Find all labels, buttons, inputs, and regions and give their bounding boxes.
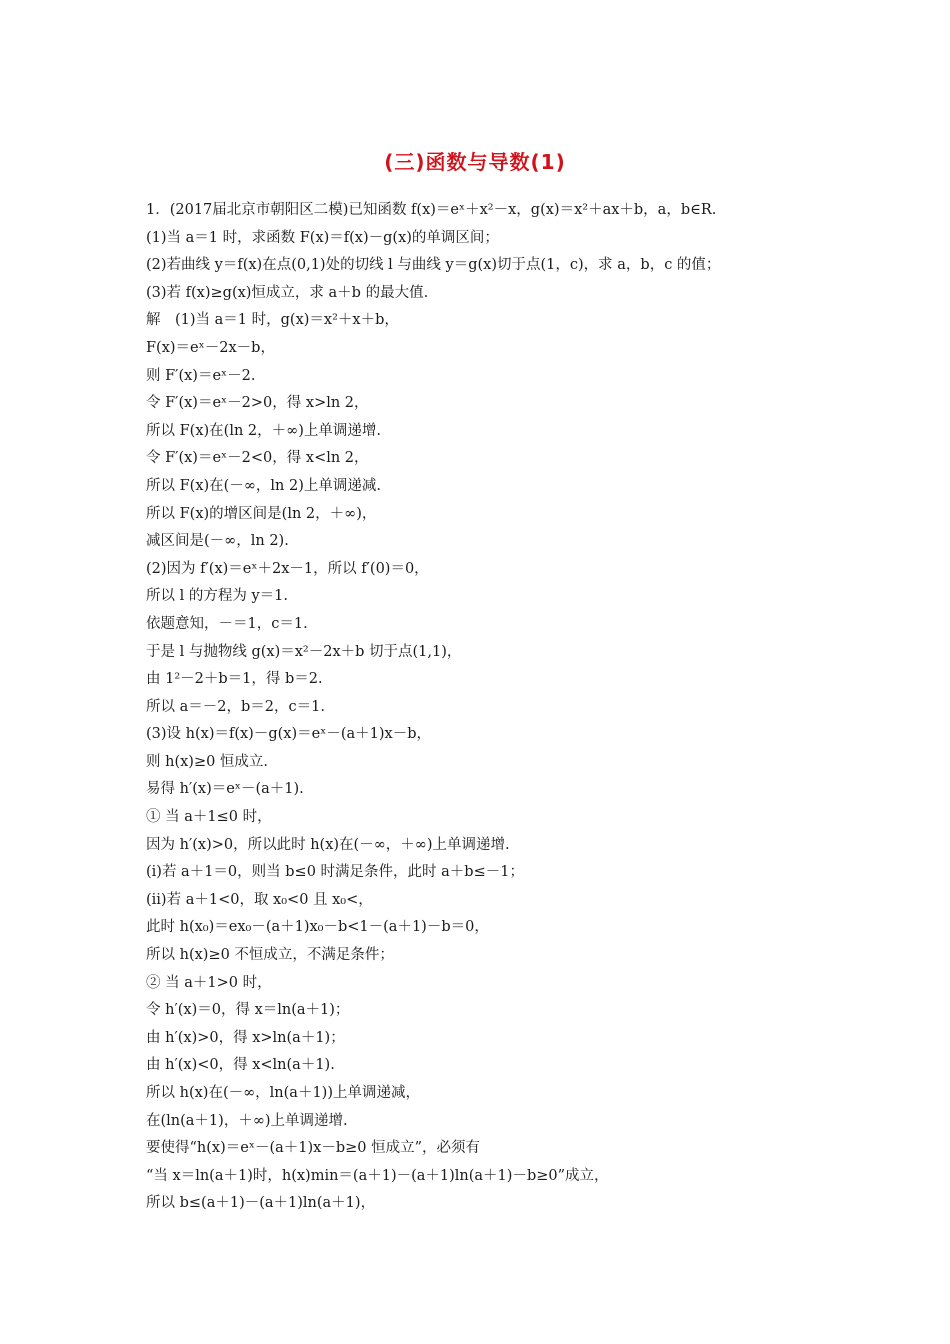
- solution-line: 令 h′(x)＝0，得 x＝ln(a＋1)；: [146, 1002, 350, 1019]
- solution-line: 由 h′(x)>0，得 x>ln(a＋1)；: [146, 1029, 345, 1046]
- page-title: (三)函数与导数(1): [384, 150, 566, 174]
- solution-line: 解 (1)当 a＝1 时，g(x)＝x²＋x＋b，: [146, 312, 399, 329]
- solution-line: 令 F′(x)＝eˣ－2<0，得 x<ln 2，: [146, 450, 369, 467]
- solution-line: ② 当 a＋1>0 时，: [146, 974, 272, 991]
- solution-line: 由 h′(x)<0，得 x<ln(a＋1).: [146, 1057, 335, 1074]
- solution-line: 依题意知，－＝1，c＝1.: [146, 615, 308, 632]
- solution-line: 于是 l 与抛物线 g(x)＝x²－2x＋b 切于点(1,1)，: [146, 643, 462, 660]
- solution-line: (2)因为 f′(x)＝eˣ＋2x－1，所以 f′(0)＝0，: [146, 560, 429, 577]
- solution-line: 减区间是(－∞，ln 2).: [146, 533, 289, 550]
- solution-line: 所以 F(x)在(ln 2，＋∞)上单调递增.: [146, 422, 381, 439]
- solution-line: 在(ln(a＋1)，＋∞)上单调递增.: [146, 1112, 348, 1129]
- solution-line: ① 当 a＋1≤0 时，: [146, 809, 272, 826]
- solution-line: F(x)＝eˣ－2x－b，: [146, 339, 275, 356]
- problem-statement: 1．(2017届北京市朝阳区二模)已知函数 f(x)＝eˣ＋x²－x，g(x)＝x²＋ax＋b，a，b∈R.: [146, 202, 717, 218]
- solution-line: (ⅱ)若 a＋1<0，取 x₀<0 且 x₀<，: [146, 891, 373, 908]
- solution-line: (ⅰ)若 a＋1＝0，则当 b≤0 时满足条件，此时 a＋b≤－1；: [146, 864, 524, 881]
- solution-line: 所以 F(x)在(－∞，ln 2)上单调递减.: [146, 477, 381, 494]
- solution-line: 令 F′(x)＝eˣ－2>0，得 x>ln 2，: [146, 395, 369, 412]
- question-3: (3)若 f(x)≥g(x)恒成立，求 a＋b 的最大值.: [146, 284, 429, 301]
- solution-line: 由 1²－2＋b＝1，得 b＝2.: [146, 671, 323, 688]
- solution-line: “当 x＝ln(a＋1)时，h(x)min＝(a＋1)－(a＋1)ln(a＋1)－b≥0”成立，: [146, 1167, 609, 1184]
- solution-line: 此时 h(x₀)＝ex₀－(a＋1)x₀－b<1－(a＋1)－b＝0，: [146, 919, 489, 936]
- question-1: (1)当 a＝1 时，求函数 F(x)＝f(x)－g(x)的单调区间；: [146, 229, 499, 246]
- solution-line: 则 h(x)≥0 恒成立.: [146, 753, 269, 770]
- solution-line: 要使得“h(x)＝eˣ－(a＋1)x－b≥0 恒成立”，必须有: [146, 1140, 481, 1157]
- solution-line: 所以 F(x)的增区间是(ln 2，＋∞)，: [146, 505, 377, 522]
- solution-line: 所以 h(x)在(－∞，ln(a＋1))上单调递减，: [146, 1085, 420, 1101]
- question-2: (2)若曲线 y＝f(x)在点(0,1)处的切线 l 与曲线 y＝g(x)切于点(1，c)，求 a，b，c 的值；: [146, 257, 721, 274]
- document-body: [146, 197, 846, 1218]
- solution-line: 所以 h(x)≥0 不恒成立，不满足条件；: [146, 947, 394, 964]
- solution-line: 则 F′(x)＝eˣ－2.: [146, 367, 256, 384]
- solution-line: 因为 h′(x)>0，所以此时 h(x)在(－∞，＋∞)上单调递增.: [146, 836, 510, 853]
- solution-line: (3)设 h(x)＝f(x)－g(x)＝eˣ－(a＋1)x－b，: [146, 726, 431, 743]
- solution-line: 所以 b≤(a＋1)－(a＋1)ln(a＋1)，: [146, 1195, 376, 1212]
- solution-line: 易得 h′(x)＝eˣ－(a＋1).: [146, 781, 304, 798]
- solution-line: 所以 l 的方程为 y＝1.: [146, 588, 288, 605]
- solution-line: 所以 a＝－2，b＝2，c＝1.: [146, 698, 325, 715]
